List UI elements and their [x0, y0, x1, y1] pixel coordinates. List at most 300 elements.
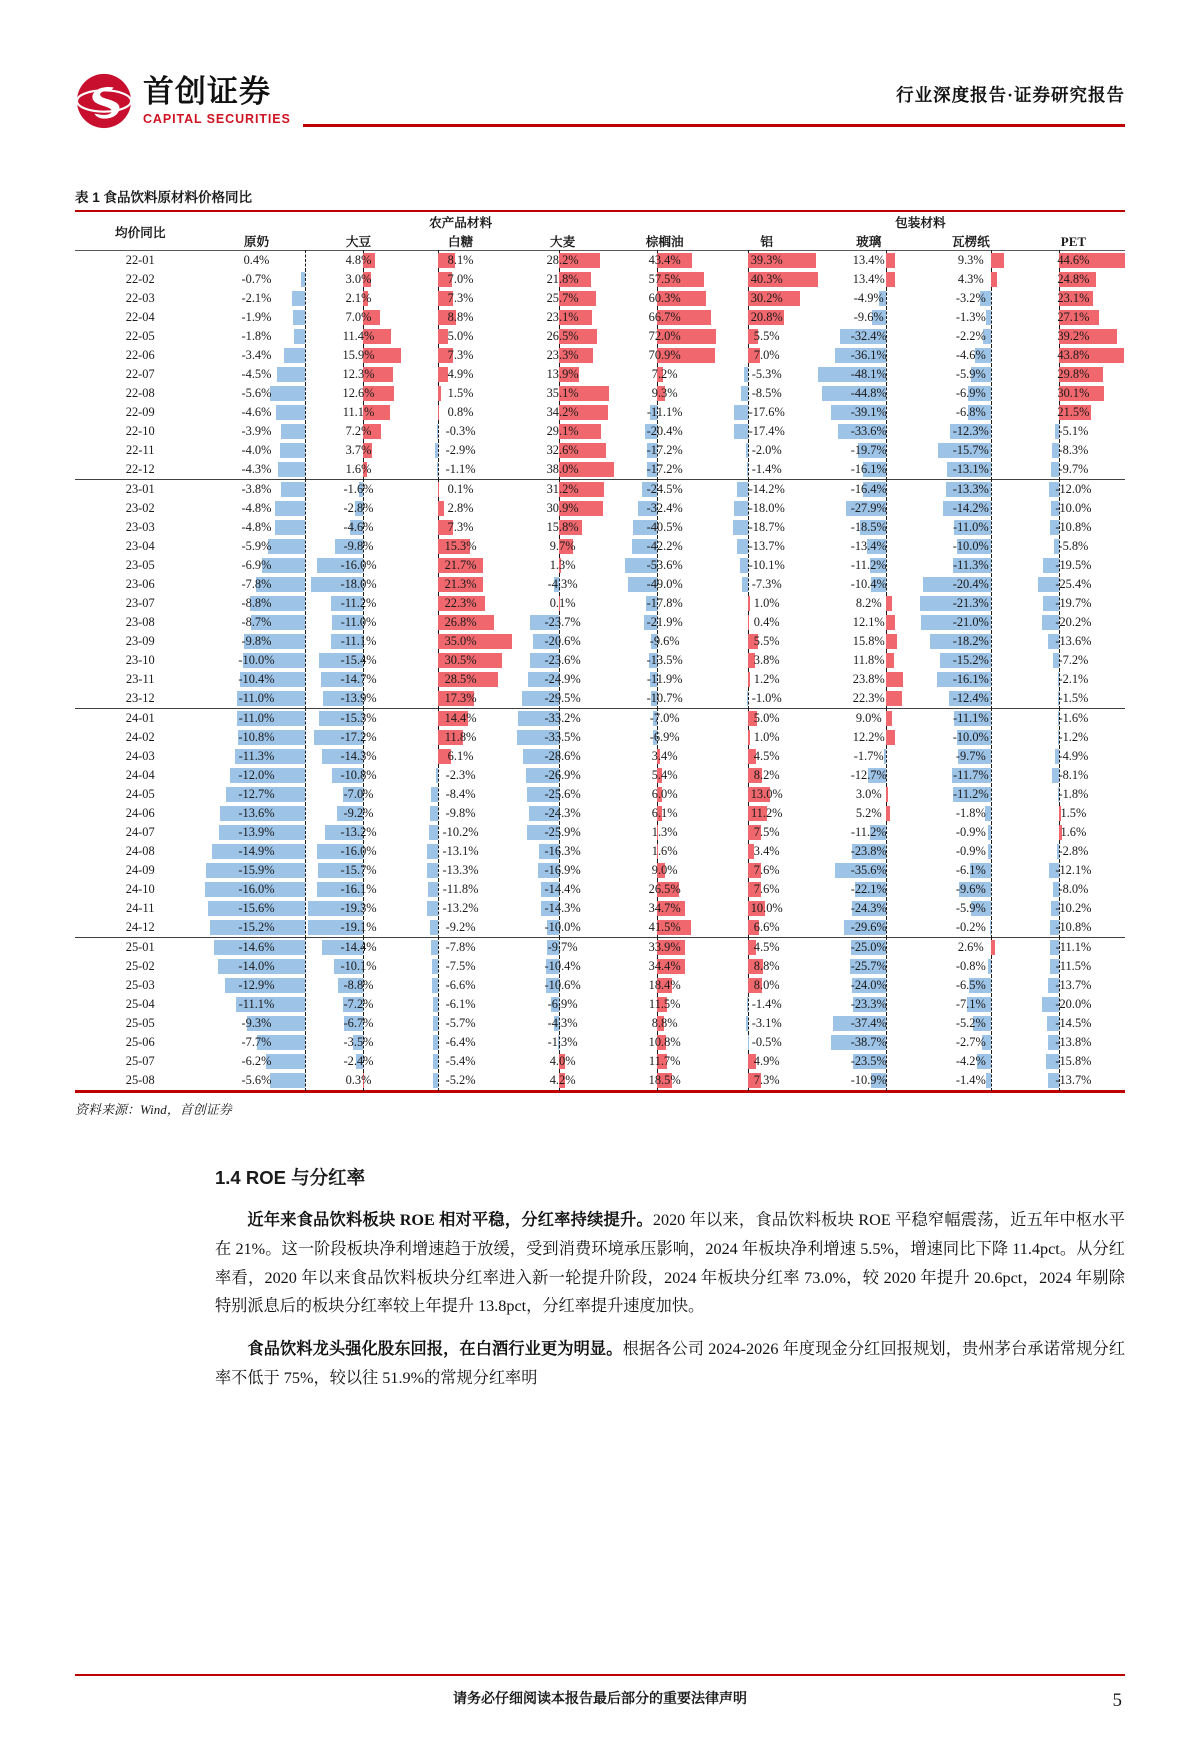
cell-value: -12.4%	[920, 689, 1022, 708]
data-cell	[205, 976, 307, 995]
cell-value: -5.2%	[410, 1071, 512, 1090]
cell-value: -6.2%	[205, 1052, 307, 1071]
row-label: 23-09	[75, 632, 205, 651]
cell-value: -0.5%	[716, 1033, 818, 1052]
cell-value: -11.0%	[308, 613, 410, 632]
cell-value: 26.8%	[410, 613, 512, 632]
cell-value: 9.0%	[614, 861, 716, 880]
paragraph-2	[215, 1335, 1125, 1393]
data-cell	[920, 804, 1022, 823]
data-cell	[614, 938, 716, 957]
data-cell	[205, 346, 307, 365]
cell-value: 29.1%	[512, 422, 614, 441]
cell-value: 5.2%	[818, 804, 920, 823]
data-cell	[614, 995, 716, 1014]
data-cell	[308, 1071, 410, 1090]
cell-value: -5.6%	[205, 384, 307, 403]
page-number: 5	[1113, 1690, 1123, 1712]
cell-value: 8.8%	[614, 1014, 716, 1033]
cell-value: 13.0%	[716, 785, 818, 804]
data-cell	[614, 499, 716, 518]
data-cell	[818, 594, 920, 613]
cell-value: -15.2%	[920, 651, 1022, 670]
table-row	[75, 689, 1125, 709]
data-cell	[818, 861, 920, 880]
cell-value: 26.5%	[512, 327, 614, 346]
data-cell	[308, 575, 410, 594]
cell-value: -15.7%	[920, 441, 1022, 460]
data-cell	[205, 1052, 307, 1071]
table-row	[75, 556, 1125, 575]
cell-value: -33.5%	[512, 728, 614, 747]
data-cell	[614, 728, 716, 747]
cell-value: -6.8%	[920, 403, 1022, 422]
data-cell	[410, 403, 512, 422]
col-header-palm-oil: 棕榈油	[614, 231, 716, 251]
cell-value: -16.3%	[512, 842, 614, 861]
cell-value: 27.1%	[1022, 308, 1125, 327]
cell-value: -12.9%	[205, 976, 307, 995]
data-cell	[410, 270, 512, 289]
data-cell	[1022, 747, 1125, 766]
data-cell	[716, 441, 818, 460]
data-cell	[512, 594, 614, 613]
data-cell	[1022, 957, 1125, 976]
cell-value: -14.7%	[308, 670, 410, 689]
cell-value: -5.9%	[920, 365, 1022, 384]
cell-value: -49.0%	[614, 575, 716, 594]
cell-value: -2.3%	[410, 766, 512, 785]
cell-value: -2.8%	[308, 499, 410, 518]
row-label: 23-01	[75, 480, 205, 499]
col-header-sugar: 白糖	[410, 231, 512, 251]
data-cell	[205, 365, 307, 384]
data-cell	[512, 251, 614, 270]
data-cell	[920, 938, 1022, 957]
cell-value: -0.3%	[410, 422, 512, 441]
table-row	[75, 709, 1125, 728]
table-group-header-row	[75, 212, 1125, 231]
table-row	[75, 441, 1125, 460]
cell-value: -2.4%	[308, 1052, 410, 1071]
cell-value: -17.4%	[716, 422, 818, 441]
cell-value: 7.2%	[614, 365, 716, 384]
data-cell	[614, 537, 716, 556]
cell-value: 0.3%	[308, 1071, 410, 1090]
cell-value: -32.4%	[818, 327, 920, 346]
data-cell	[818, 804, 920, 823]
data-cell	[716, 728, 818, 747]
data-cell	[1022, 518, 1125, 537]
cell-value: -7.0%	[614, 709, 716, 728]
cell-value: 23.3%	[512, 346, 614, 365]
cell-value: -10.7%	[614, 689, 716, 708]
col-header-soybean: 大豆	[308, 231, 410, 251]
row-label: 23-02	[75, 499, 205, 518]
cell-value: -11.1%	[205, 995, 307, 1014]
data-cell	[410, 651, 512, 670]
cell-value: -4.5%	[205, 365, 307, 384]
brand-name-en: CAPITAL SECURITIES	[143, 113, 291, 126]
row-label: 23-08	[75, 613, 205, 632]
cell-value: -9.6%	[818, 308, 920, 327]
cell-value: -6.9%	[920, 384, 1022, 403]
cell-value: -8.1%	[1022, 766, 1125, 785]
data-cell	[512, 441, 614, 460]
cell-value: 0.8%	[410, 403, 512, 422]
data-cell	[410, 441, 512, 460]
table-row	[75, 1033, 1125, 1052]
data-cell	[818, 632, 920, 651]
data-cell	[1022, 995, 1125, 1014]
data-cell	[410, 327, 512, 346]
cell-value: 17.3%	[410, 689, 512, 708]
data-cell	[308, 289, 410, 308]
data-cell	[512, 709, 614, 728]
cell-value: -11.0%	[205, 709, 307, 728]
cell-value: -18.5%	[818, 518, 920, 537]
cell-value: -24.3%	[512, 804, 614, 823]
data-cell	[716, 1052, 818, 1071]
row-label: 25-08	[75, 1071, 205, 1090]
data-cell	[205, 460, 307, 480]
brand-name-cn: 首创证券	[143, 76, 291, 107]
row-label: 25-07	[75, 1052, 205, 1071]
cell-value: -10.8%	[1022, 918, 1125, 937]
data-cell	[308, 823, 410, 842]
cell-value: -5.2%	[920, 1014, 1022, 1033]
data-cell	[205, 1014, 307, 1033]
cell-value: 31.2%	[512, 480, 614, 499]
table-row	[75, 289, 1125, 308]
cell-value: -10.8%	[205, 728, 307, 747]
cell-value: -13.9%	[308, 689, 410, 708]
data-cell	[205, 594, 307, 613]
cell-value: -32.4%	[614, 499, 716, 518]
data-cell	[920, 861, 1022, 880]
cell-value: -10.0%	[205, 651, 307, 670]
report-page	[0, 58, 1200, 1756]
col-header-pet: PET	[1022, 231, 1125, 251]
cell-value: -21.3%	[920, 594, 1022, 613]
data-cell	[614, 766, 716, 785]
data-cell	[920, 785, 1022, 804]
cell-value: 21.8%	[512, 270, 614, 289]
table-row	[75, 938, 1125, 957]
data-cell	[308, 460, 410, 480]
data-cell	[410, 289, 512, 308]
data-cell	[716, 918, 818, 938]
cell-value: 44.6%	[1022, 251, 1125, 270]
data-cell	[920, 346, 1022, 365]
cell-value: 11.4%	[308, 327, 410, 346]
cell-value: -5.9%	[205, 537, 307, 556]
cell-value: 1.2%	[716, 670, 818, 689]
cell-value: -4.9%	[818, 289, 920, 308]
data-cell	[614, 480, 716, 499]
data-cell	[614, 1071, 716, 1090]
table-row	[75, 670, 1125, 689]
data-cell	[512, 518, 614, 537]
data-cell	[205, 938, 307, 957]
cell-value: -11.2%	[308, 594, 410, 613]
data-cell	[205, 518, 307, 537]
data-cell	[512, 365, 614, 384]
data-cell	[716, 976, 818, 995]
data-cell	[716, 957, 818, 976]
data-cell	[614, 251, 716, 270]
row-label: 24-11	[75, 899, 205, 918]
row-label: 22-01	[75, 251, 205, 270]
data-cell	[818, 480, 920, 499]
cell-value: -29.5%	[512, 689, 614, 708]
cell-value: 13.9%	[512, 365, 614, 384]
cell-value: 35.1%	[512, 384, 614, 403]
data-cell	[920, 499, 1022, 518]
data-cell	[410, 747, 512, 766]
cell-value: -21.9%	[614, 613, 716, 632]
data-cell	[716, 499, 818, 518]
cell-value: 2.1%	[308, 289, 410, 308]
cell-value: -1.8%	[1022, 785, 1125, 804]
data-cell	[512, 957, 614, 976]
cell-value: -13.1%	[920, 460, 1022, 479]
data-cell	[920, 823, 1022, 842]
data-cell	[1022, 938, 1125, 957]
cell-value: 23.1%	[512, 308, 614, 327]
cell-value: -3.4%	[205, 346, 307, 365]
data-cell	[308, 709, 410, 728]
data-cell	[614, 403, 716, 422]
data-cell	[205, 1033, 307, 1052]
cell-value: -13.5%	[614, 651, 716, 670]
cell-value: 8.2%	[716, 766, 818, 785]
row-label: 24-09	[75, 861, 205, 880]
data-cell	[920, 899, 1022, 918]
cell-value: -35.6%	[818, 861, 920, 880]
data-cell	[205, 709, 307, 728]
row-label: 24-01	[75, 709, 205, 728]
cell-value: -29.6%	[818, 918, 920, 937]
data-cell	[716, 804, 818, 823]
data-cell	[920, 1033, 1022, 1052]
table-row	[75, 918, 1125, 938]
cell-value: 6.6%	[716, 918, 818, 937]
group-header-packaging: 包装材料	[716, 212, 1125, 231]
data-cell	[716, 270, 818, 289]
data-cell	[1022, 709, 1125, 728]
data-cell	[920, 976, 1022, 995]
cell-value: -4.3%	[205, 460, 307, 479]
cell-value: -20.0%	[1022, 995, 1125, 1014]
cell-value: 1.5%	[410, 384, 512, 403]
data-cell	[512, 403, 614, 422]
cell-value: -11.1%	[1022, 938, 1125, 957]
cell-value: 28.2%	[512, 251, 614, 270]
cell-value: 1.6%	[1022, 823, 1125, 842]
cell-value: -14.6%	[205, 938, 307, 957]
data-cell	[818, 1071, 920, 1090]
data-cell	[512, 308, 614, 327]
data-cell	[920, 537, 1022, 556]
cell-value: -0.2%	[920, 918, 1022, 937]
data-cell	[614, 594, 716, 613]
cell-value: -36.1%	[818, 346, 920, 365]
cell-value: -10.2%	[1022, 899, 1125, 918]
data-cell	[410, 976, 512, 995]
table-row	[75, 976, 1125, 995]
cell-value: -4.8%	[205, 518, 307, 537]
cell-value: -7.8%	[205, 575, 307, 594]
data-cell	[512, 995, 614, 1014]
cell-value: -20.2%	[1022, 613, 1125, 632]
cell-value: 29.8%	[1022, 365, 1125, 384]
data-cell	[614, 289, 716, 308]
data-cell	[205, 632, 307, 651]
data-cell	[410, 785, 512, 804]
row-label: 24-12	[75, 918, 205, 938]
data-cell	[818, 613, 920, 632]
cell-value: 25.7%	[512, 289, 614, 308]
data-cell	[614, 270, 716, 289]
cell-value: -20.4%	[920, 575, 1022, 594]
data-cell	[920, 709, 1022, 728]
data-cell	[614, 880, 716, 899]
data-cell	[512, 728, 614, 747]
table-row	[75, 346, 1125, 365]
data-cell	[308, 1052, 410, 1071]
cell-value: 0.4%	[205, 251, 307, 270]
data-cell	[1022, 689, 1125, 709]
data-cell	[512, 689, 614, 709]
data-cell	[818, 766, 920, 785]
col-header-barley: 大麦	[512, 231, 614, 251]
data-cell	[410, 823, 512, 842]
data-cell	[410, 613, 512, 632]
row-label: 23-07	[75, 594, 205, 613]
data-cell	[205, 384, 307, 403]
cell-value: -6.9%	[512, 995, 614, 1014]
data-cell	[512, 842, 614, 861]
cell-value: -14.3%	[512, 899, 614, 918]
cell-value: 7.3%	[410, 289, 512, 308]
data-cell	[818, 346, 920, 365]
cell-value: -5.3%	[716, 365, 818, 384]
capital-securities-logo-icon	[75, 72, 133, 130]
cell-value: -20.4%	[614, 422, 716, 441]
row-label: 24-07	[75, 823, 205, 842]
row-label: 23-10	[75, 651, 205, 670]
cell-value: -11.5%	[1022, 957, 1125, 976]
data-cell	[614, 957, 716, 976]
data-cell	[818, 499, 920, 518]
data-cell	[614, 861, 716, 880]
section-title: 1.4 ROE 与分红率	[215, 1164, 1125, 1190]
cell-value: -8.8%	[205, 594, 307, 613]
table-row	[75, 270, 1125, 289]
data-cell	[308, 422, 410, 441]
row-label: 22-11	[75, 441, 205, 460]
data-cell	[1022, 403, 1125, 422]
row-label: 24-06	[75, 804, 205, 823]
table-row	[75, 365, 1125, 384]
data-cell	[512, 460, 614, 480]
row-label: 25-05	[75, 1014, 205, 1033]
data-cell	[920, 251, 1022, 270]
cell-value: -1.4%	[716, 995, 818, 1014]
cell-value: -2.2%	[920, 327, 1022, 346]
cell-value: 32.6%	[512, 441, 614, 460]
data-cell	[410, 842, 512, 861]
cell-value: 0.1%	[512, 594, 614, 613]
cell-value: 11.7%	[614, 1052, 716, 1071]
data-cell	[205, 880, 307, 899]
cell-value: 24.8%	[1022, 270, 1125, 289]
data-cell	[716, 365, 818, 384]
data-cell	[512, 918, 614, 938]
cell-value: 22.3%	[410, 594, 512, 613]
data-cell	[920, 518, 1022, 537]
cell-value: -6.7%	[308, 1014, 410, 1033]
data-cell	[614, 384, 716, 403]
data-cell	[512, 823, 614, 842]
data-cell	[205, 422, 307, 441]
data-cell	[716, 1014, 818, 1033]
data-cell	[614, 823, 716, 842]
cell-value: -25.0%	[818, 938, 920, 957]
data-cell	[410, 709, 512, 728]
data-cell	[818, 403, 920, 422]
data-cell	[1022, 537, 1125, 556]
table-row	[75, 537, 1125, 556]
data-cell	[512, 327, 614, 346]
cell-value: -14.5%	[1022, 1014, 1125, 1033]
data-cell	[920, 651, 1022, 670]
data-cell	[818, 976, 920, 995]
table-bottom-divider	[75, 1090, 1125, 1093]
cell-value: -6.1%	[410, 995, 512, 1014]
cell-value: -13.7%	[1022, 976, 1125, 995]
cell-value: 12.6%	[308, 384, 410, 403]
table-row	[75, 480, 1125, 499]
data-cell	[920, 270, 1022, 289]
row-label: 24-08	[75, 842, 205, 861]
data-cell	[920, 670, 1022, 689]
cell-value: -16.4%	[818, 480, 920, 499]
cell-value: 33.9%	[614, 938, 716, 957]
row-label: 25-01	[75, 938, 205, 957]
data-cell	[614, 632, 716, 651]
cell-value: -6.1%	[920, 861, 1022, 880]
data-cell	[920, 594, 1022, 613]
row-label: 24-04	[75, 766, 205, 785]
cell-value: -23.5%	[818, 1052, 920, 1071]
cell-value: -5.9%	[920, 899, 1022, 918]
cell-value: -12.7%	[818, 766, 920, 785]
cell-value: -11.8%	[410, 880, 512, 899]
cell-value: -19.1%	[308, 918, 410, 937]
data-cell	[512, 537, 614, 556]
cell-value: -10.8%	[1022, 518, 1125, 537]
data-cell	[716, 556, 818, 575]
cell-value: -13.4%	[818, 537, 920, 556]
cell-value: -23.6%	[512, 651, 614, 670]
cell-value: -4.8%	[205, 499, 307, 518]
data-cell	[920, 308, 1022, 327]
cell-value: 30.5%	[410, 651, 512, 670]
cell-value: 3.0%	[308, 270, 410, 289]
data-cell	[410, 308, 512, 327]
